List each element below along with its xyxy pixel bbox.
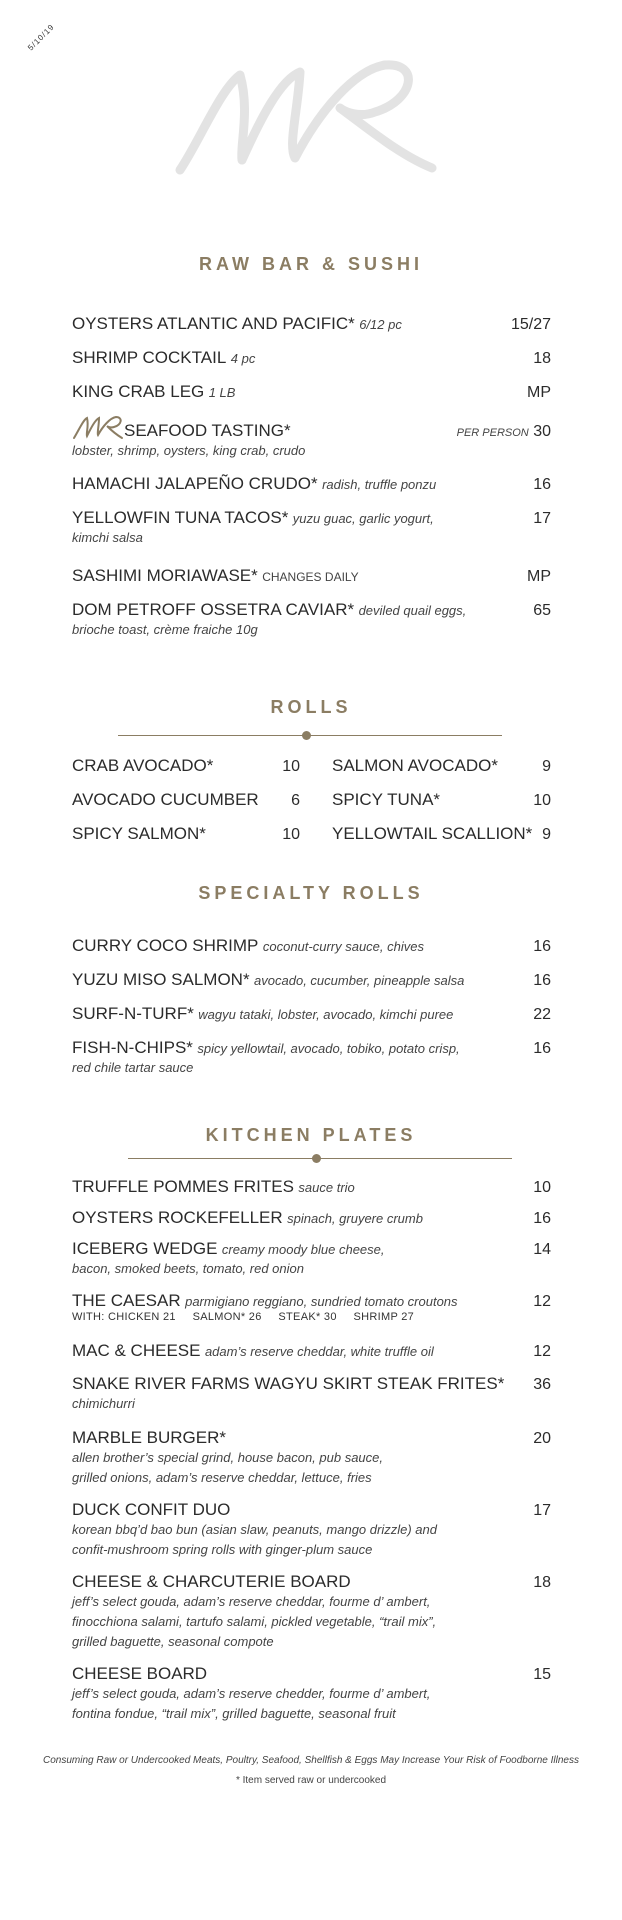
menu-item-tuna-tacos: YELLOWFIN TUNA TACOS* yuzu guac, garlic yogurt, 17 kimchi salsa	[72, 508, 551, 545]
section-title-raw-bar: RAW BAR & SUSHI	[198, 254, 423, 274]
menu-item-duck-confit: DUCK CONFIT DUO 17 korean bbq’d bao bun (asian slaw, peanuts, mango drizzle) and confit-mushroom spring rolls with ginger-plum sauce	[72, 1500, 551, 1557]
logo-signature	[170, 50, 440, 180]
menu-item-yuzu-miso-salmon: YUZU MISO SALMON* avocado, cucumber, pineapple salsa 16	[72, 970, 551, 989]
footer-note: * Item served raw or undercooked	[235, 1775, 387, 1786]
menu-date: 5/10/19	[26, 22, 57, 53]
menu-item-curry-coco-shrimp: CURRY COCO SHRIMP coconut-curry sauce, chives 16	[72, 936, 551, 955]
menu-item-surf-n-turf: SURF-N-TURF* wagyu tataki, lobster, avocado, kimchi puree 22	[72, 1004, 551, 1023]
roll-item: CRAB AVOCADO* 10	[72, 756, 300, 775]
roll-item: YELLOWTAIL SCALLION* 9	[332, 824, 551, 843]
section-title-kitchen-plates: KITCHEN PLATES	[205, 1125, 417, 1145]
menu-item-marble-burger: MARBLE BURGER* 20 allen brother’s special grind, house bacon, pub sauce, grilled onions, adam’s reserve cheddar, lettuce, fries	[72, 1428, 551, 1485]
menu-item-shrimp-cocktail: SHRIMP COCKTAIL 4 pc 18	[72, 348, 551, 367]
menu-item-king-crab: KING CRAB LEG 1 LB MP	[72, 382, 551, 401]
roll-item: SALMON AVOCADO* 9	[332, 756, 551, 775]
menu-item-iceberg-wedge: ICEBERG WEDGE creamy moody blue cheese, 14 bacon, smoked beets, tomato, red onion	[72, 1239, 551, 1276]
roll-item: SPICY SALMON* 10	[72, 824, 300, 843]
menu-item-fish-n-chips: FISH-N-CHIPS* spicy yellowtail, avocado, tobiko, potato crisp, 16 red chile tartar sauce	[72, 1038, 551, 1075]
section-title-rolls: ROLLS	[270, 697, 352, 717]
footer-warning: Consuming Raw or Undercooked Meats, Poultry, Seafood, Shellfish & Eggs May Increase Your Risk of Foodborne Illness	[42, 1755, 579, 1766]
roll-item: AVOCADO CUCUMBER 6	[72, 790, 300, 809]
menu-item-oysters: OYSTERS ATLANTIC AND PACIFIC* 6/12 pc 15/27	[72, 314, 551, 333]
menu-item-pommes-frites: TRUFFLE POMMES FRITES sauce trio 10	[72, 1177, 551, 1196]
menu-item-mac-cheese: MAC & CHEESE adam’s reserve cheddar, white truffle oil 12	[72, 1341, 551, 1360]
menu-item-seafood-tasting: SEAFOOD TASTING* PER PERSON 30 lobster, shrimp, oysters, king crab, crudo	[72, 414, 551, 461]
menu-item-hamachi: HAMACHI JALAPEÑO CRUDO* radish, truffle ponzu 16	[72, 474, 551, 493]
menu-item-caesar: THE CAESAR parmigiano reggiano, sundried tomato croutons 12 WITH: CHICKEN 21 SALMON* 26 STEAK* 30 SHRIMP 27	[72, 1291, 551, 1323]
logo-mini-icon	[72, 414, 124, 440]
divider-dot	[312, 1154, 321, 1163]
menu-item-cheese-charcuterie: CHEESE & CHARCUTERIE BOARD 18 jeff’s select gouda, adam’s reserve cheddar, fourme d’ ambert, finocchiona salami, tartufo salami, pickled vegetable, “trail mix”, grilled baguette, seasonal compote	[72, 1572, 551, 1649]
menu-item-cheese-board: CHEESE BOARD 15 jeff’s select gouda, adam’s reserve chedder, fourme d’ ambert, fontina fondue, “trail mix”, grilled baguette, seasonal fruit	[72, 1664, 551, 1721]
menu-item-sashimi: SASHIMI MORIAWASE* CHANGES DAILY MP	[72, 566, 551, 585]
menu-item-oysters-rockefeller: OYSTERS ROCKEFELLER spinach, gruyere crumb 16	[72, 1208, 551, 1227]
roll-item: SPICY TUNA* 10	[332, 790, 551, 809]
section-title-specialty-rolls: SPECIALTY ROLLS	[198, 883, 424, 903]
menu-item-caviar: DOM PETROFF OSSETRA CAVIAR* deviled quail eggs, 65 brioche toast, crème fraiche 10g	[72, 600, 551, 637]
menu-item-wagyu-skirt-steak: SNAKE RIVER FARMS WAGYU SKIRT STEAK FRITES* 36 chimichurri	[72, 1374, 551, 1411]
divider-dot	[302, 731, 311, 740]
